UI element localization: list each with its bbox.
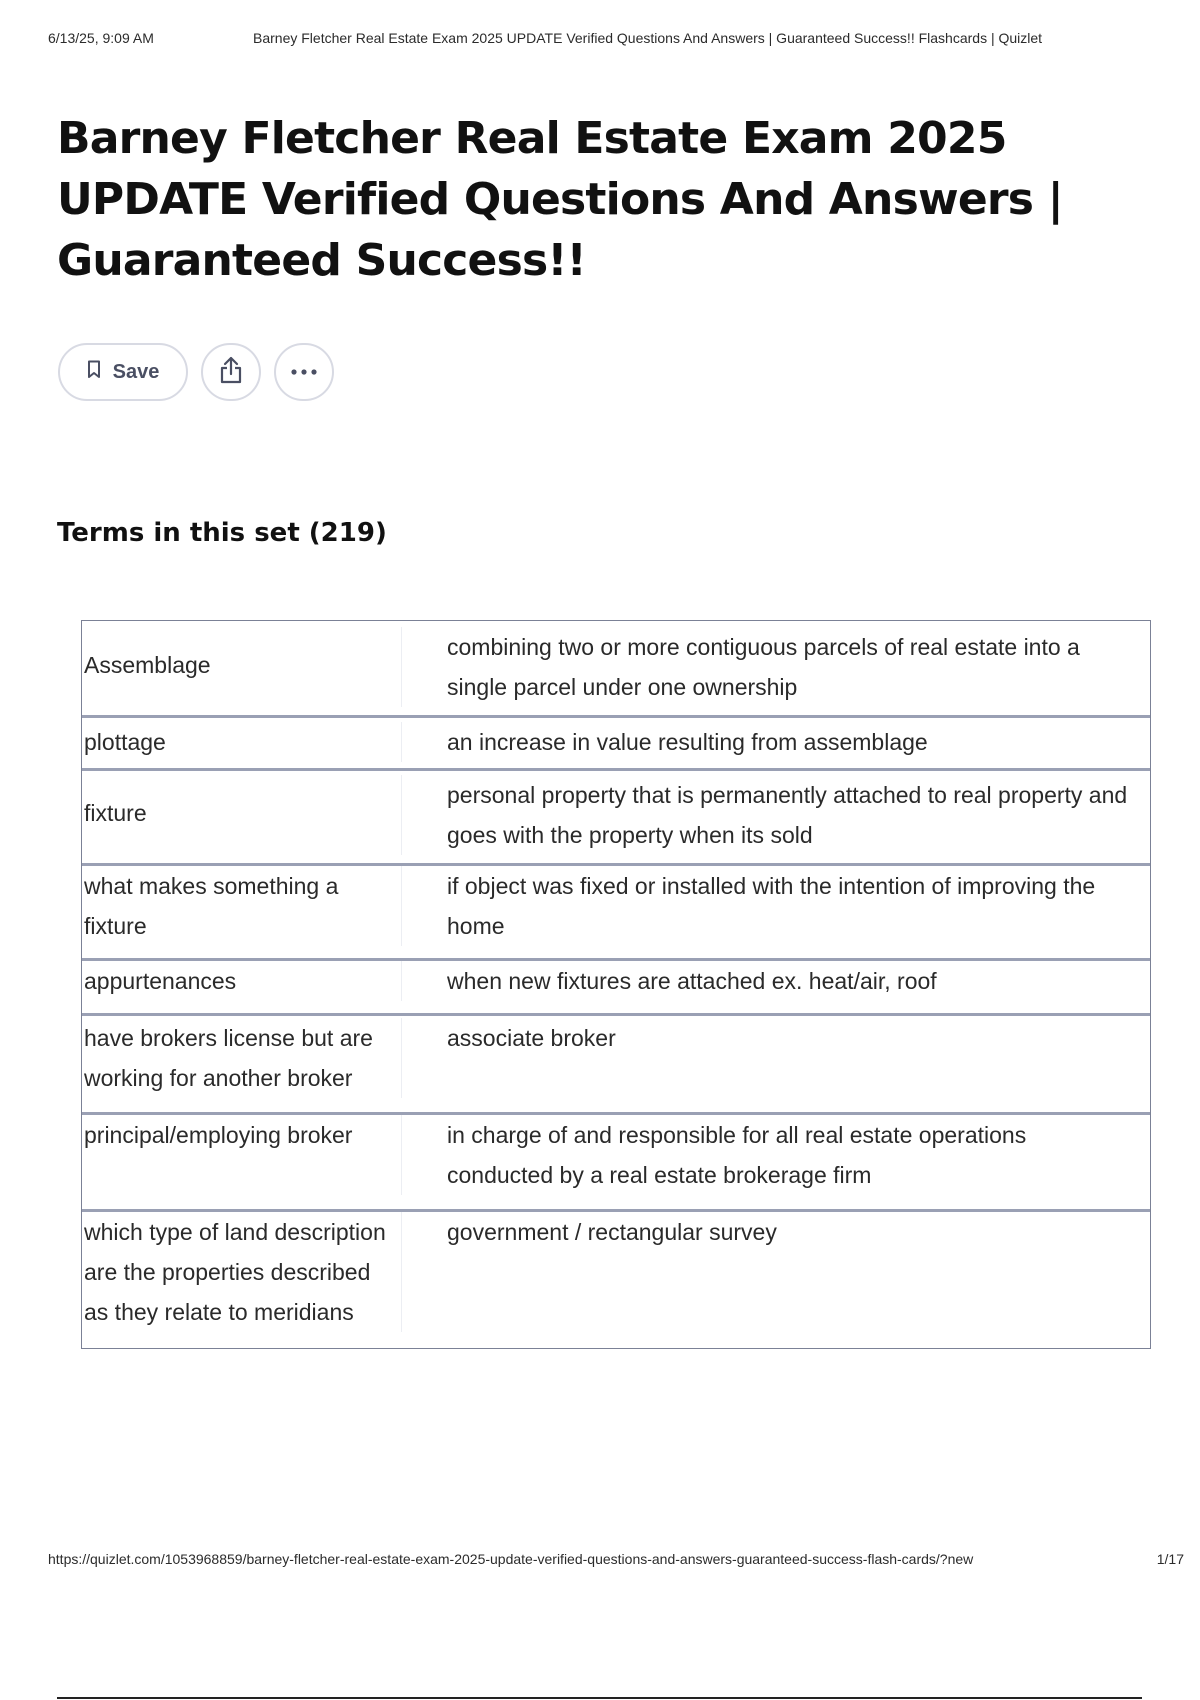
share-button[interactable] [201,343,261,401]
term-text: which type of land description are the properties described as they relate to meridians [82,1212,402,1332]
save-button[interactable] [58,343,188,401]
page-title: Barney Fletcher Real Estate Exam 2025 UPDATE Verified Questions And Answers | Guaranteed Success!! [57,113,1063,286]
definition-text: when new fixtures are attached ex. heat/air, roof [447,968,937,994]
term-row [82,866,1150,961]
term-row [82,1016,1150,1115]
more-options-button[interactable] [274,343,334,401]
print-footer [48,1551,1184,1571]
term-row [82,718,1150,771]
term-text: what makes something a fixture [82,866,402,946]
terms-heading: Terms in this set (219) [57,518,387,548]
term-row [82,771,1150,866]
print-header [48,30,1166,50]
print-doc-title: Barney Fletcher Real Estate Exam 2025 UPDATE Verified Questions And Answers | Guaranteed Success!! Flashcards | Quizlet [253,30,1043,46]
term-text: have brokers license but are working for another broker [82,1018,402,1098]
bookmark-icon [87,360,101,385]
terms-table [81,620,1151,1349]
page-number: 1/17 [1156,1551,1184,1567]
term-row [82,961,1150,1016]
definition-text: associate broker [447,1025,616,1051]
definition-text: government / rectangular survey [447,1219,777,1245]
definition-text: personal property that is permanently attached to real property and goes with the property when its sold [447,782,1128,848]
term-text: Assemblage [82,627,402,707]
share-icon [218,356,244,389]
term-text: fixture [82,775,402,855]
save-button-label: Save [112,360,160,383]
term-row [82,1115,1150,1212]
definition-text: combining two or more contiguous parcels of real estate into a single parcel under one ownership [447,634,1080,700]
print-url: https://quizlet.com/1053968859/barney-fletcher-real-estate-exam-2025-update-verified-questions-and-answers-guaranteed-success-flash-cards/?new [48,1551,974,1567]
bottom-divider [57,1697,1142,1699]
definition-text: if object was fixed or installed with the intention of improving the home [447,873,1096,939]
term-text: plottage [82,722,402,762]
definition-text: an increase in value resulting from assemblage [447,729,928,755]
more-horizontal-icon [290,363,318,381]
print-datetime: 6/13/25, 9:09 AM [48,30,154,46]
term-text: principal/employing broker [82,1115,402,1195]
term-text: appurtenances [82,961,402,1001]
term-row [82,621,1150,718]
definition-text: in charge of and responsible for all real estate operations conducted by a real estate brokerage firm [447,1122,1027,1188]
term-row [82,1212,1150,1348]
